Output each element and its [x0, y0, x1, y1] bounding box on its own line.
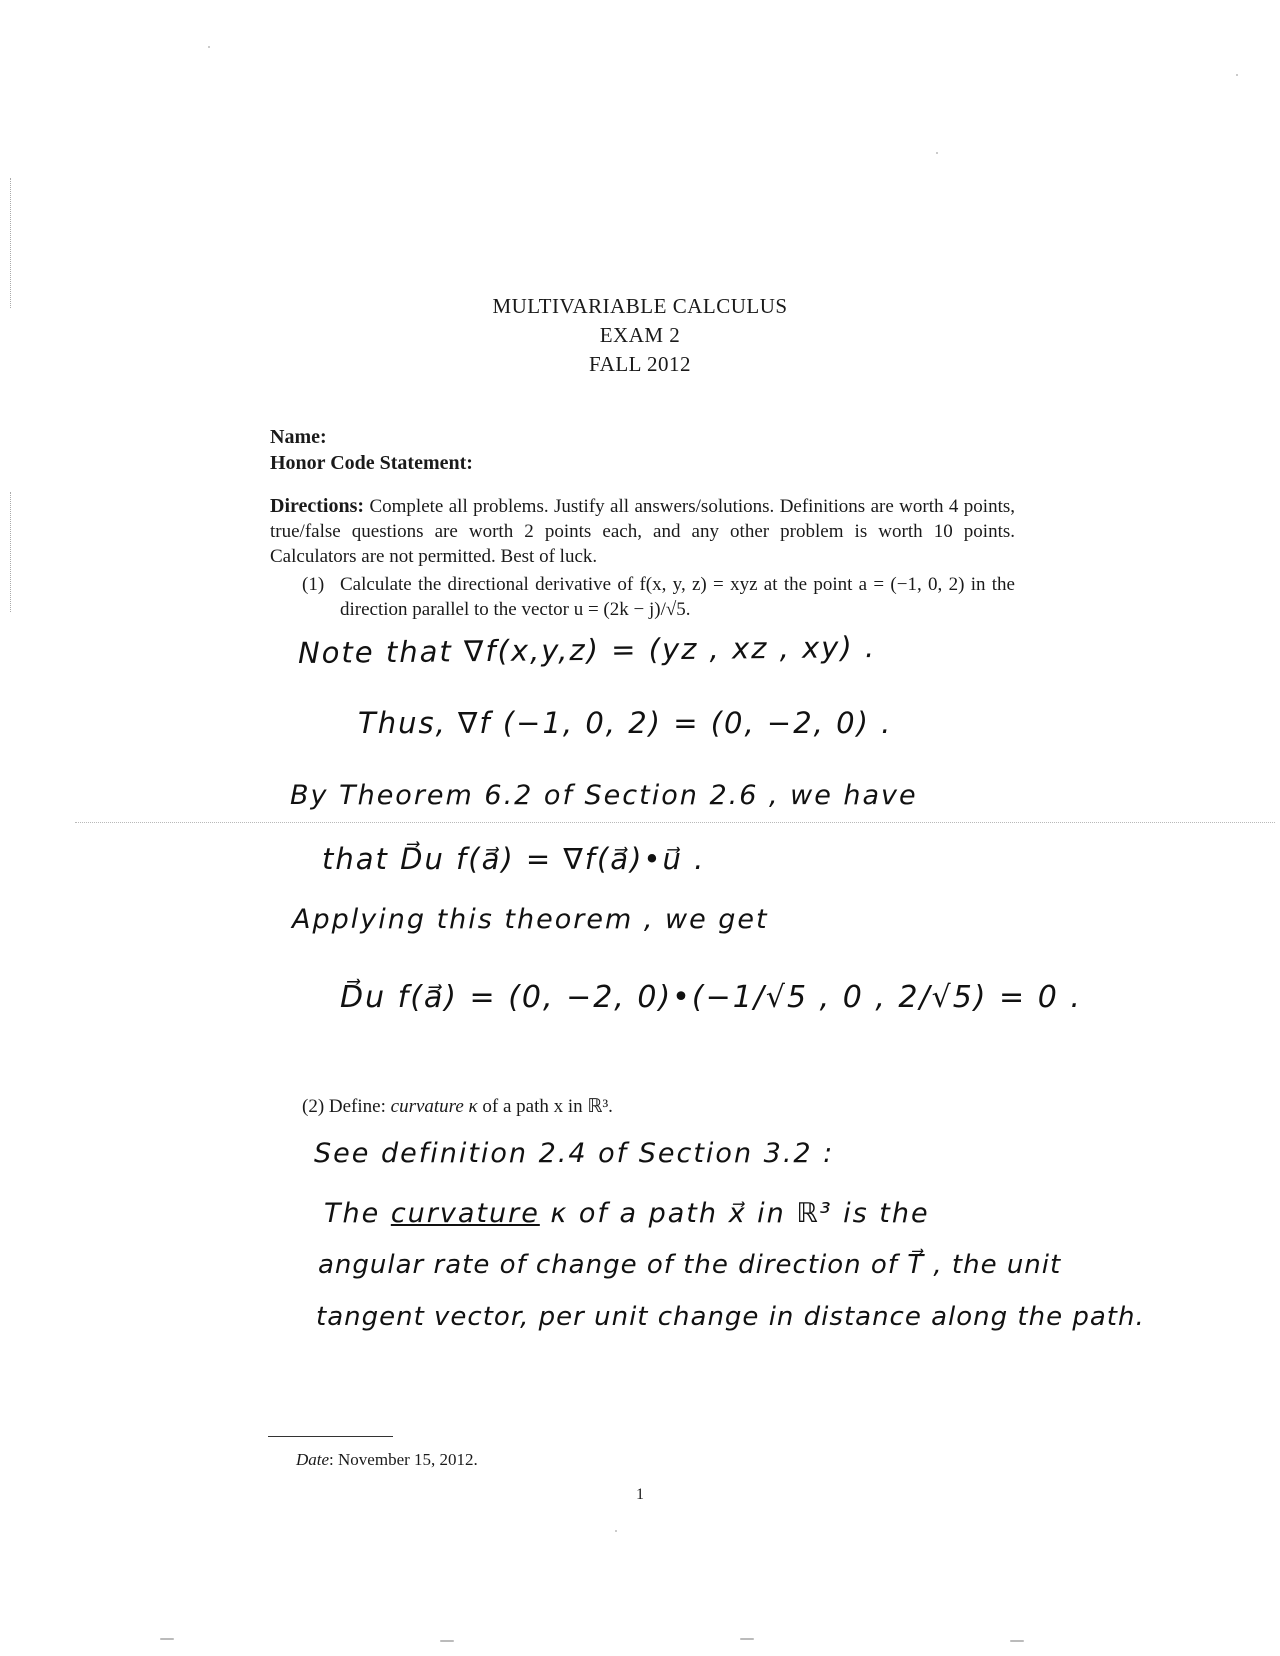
problem-text-part: Define:	[328, 1096, 391, 1117]
vector-fraction: (2k − j)/√5	[603, 599, 686, 620]
scan-margin-marks	[10, 492, 13, 612]
problem-term: curvature κ	[390, 1096, 478, 1117]
scan-margin-marks	[10, 178, 13, 308]
handwritten-line: tangent vector, per unit change in distance along the path.	[316, 1302, 1145, 1332]
scan-speck	[936, 152, 938, 154]
handwritten-text: κ of a path x⃗ in ℝ³ is the	[539, 1198, 930, 1229]
course-title: MULTIVARIABLE CALCULUS	[492, 294, 788, 318]
problem-2	[302, 1094, 613, 1119]
handwritten-line	[324, 1198, 930, 1229]
problem-number: (1)	[302, 574, 325, 595]
handwritten-line: Thus, ∇f (−1, 0, 2) = (0, −2, 0) .	[358, 706, 893, 740]
name-label: Name:	[270, 426, 327, 448]
handwritten-text: The	[324, 1198, 391, 1229]
honor-code-label: Honor Code Statement:	[270, 452, 473, 474]
scan-speck	[740, 1638, 754, 1640]
handwritten-line: that D⃗u f(a⃗) = ∇f(a⃗)•u⃗ .	[322, 842, 706, 876]
page-number: 1	[636, 1486, 644, 1503]
scan-speck	[1010, 1640, 1024, 1642]
date-value: : November 15, 2012.	[329, 1450, 478, 1469]
problem-text	[302, 572, 1015, 622]
exam-number: EXAM 2	[599, 323, 681, 347]
problem-text-part: of a path x in ℝ³.	[477, 1096, 613, 1117]
scan-dotted-line	[75, 822, 1275, 823]
handwritten-line: angular rate of change of the direction of T⃗ , the unit	[318, 1250, 1062, 1280]
handwritten-line: See definition 2.4 of Section 3.2 :	[314, 1138, 835, 1169]
scan-speck	[160, 1638, 174, 1640]
scan-speck	[440, 1640, 454, 1642]
handwritten-line: By Theorem 6.2 of Section 2.6 , we have	[290, 780, 918, 811]
scan-speck	[208, 46, 210, 48]
scan-speck	[615, 1530, 617, 1532]
problem-text-part: .	[685, 599, 691, 620]
footnote-rule	[268, 1436, 393, 1437]
exam-title	[0, 292, 1280, 379]
handwritten-line: D⃗u f(a⃗) = (0, −2, 0)•(−1/√5 , 0 , 2/√5) = 0 .	[340, 980, 1082, 1015]
problem-text-part: Calculate the directional derivative of f(x, y, z) = xyz at the point a = (−1, 0, 2) in the direction parallel to the vector u =	[340, 574, 1015, 620]
footnote-date	[296, 1450, 478, 1470]
handwritten-line: Applying this theorem , we get	[292, 904, 769, 935]
handwritten-underlined-term: curvature	[390, 1198, 540, 1229]
scan-speck	[1236, 74, 1238, 76]
handwritten-line: Note that ∇f(x,y,z) = (yz , xz , xy) .	[297, 629, 877, 670]
directions-text: Complete all problems. Justify all answers/solutions. Definitions are worth 4 points, true/false questions are worth 2 points each, and any other problem is worth 10 points. Calculators are not permitted. Best of luck.	[270, 496, 1016, 567]
directions-label: Directions:	[270, 495, 365, 517]
exam-term: FALL 2012	[589, 352, 691, 376]
date-label: Date	[296, 1450, 330, 1469]
directions	[270, 494, 1015, 569]
problem-number: (2)	[302, 1096, 325, 1117]
problem-1	[302, 572, 1015, 622]
